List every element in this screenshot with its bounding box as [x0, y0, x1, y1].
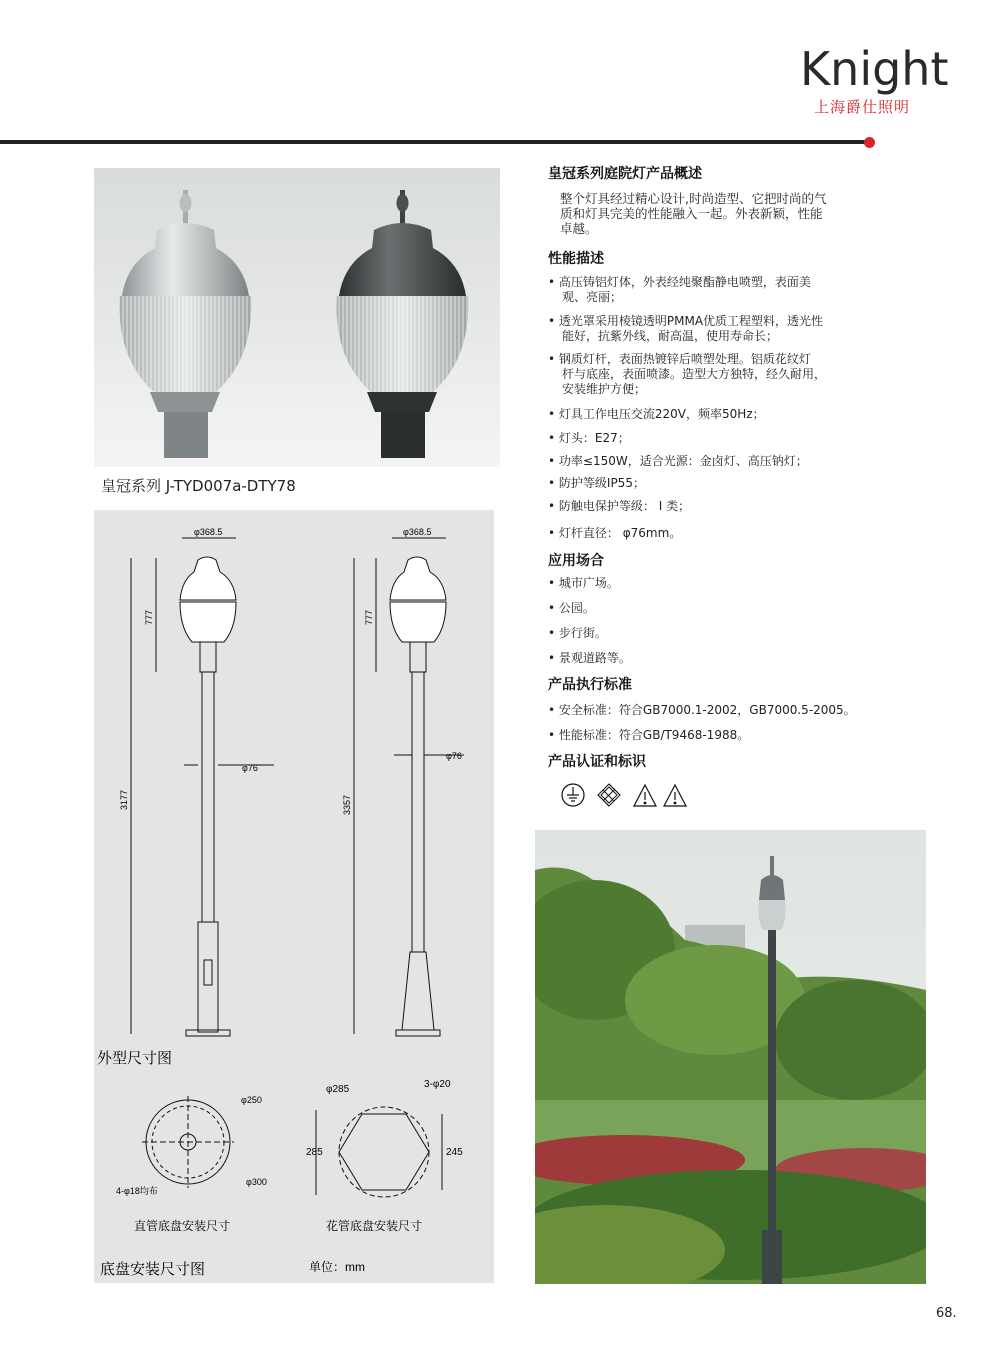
applications-title: 应用场合	[548, 553, 604, 569]
list-item: • 灯具工作电压交流220V，频率50Hz；	[548, 407, 765, 421]
base-a-holes: 4-φ18均布	[116, 1186, 158, 1196]
lamp-silver	[120, 190, 252, 458]
mesh-icon	[598, 784, 620, 806]
installation-photo	[535, 830, 926, 1284]
product-caption: 皇冠系列 J-TYD007a-DTY78	[101, 477, 296, 495]
pole-b: φ76	[446, 751, 462, 761]
list-item: • 高压铸铝灯体，外表经纯聚酯静电喷塑，表面美 观、亮丽；	[548, 275, 811, 304]
list-item: • 防触电保护等级： I 类；	[548, 499, 691, 513]
header-dot	[864, 137, 875, 148]
list-item: • 城市广场。	[548, 576, 619, 590]
standards-title: 产品执行标准	[548, 677, 632, 693]
list-item: • 景观道路等。	[548, 651, 631, 665]
unit-label: 单位：mm	[309, 1260, 365, 1274]
page-number: 68.	[936, 1306, 957, 1321]
list-item: • 防护等级IP55；	[548, 476, 645, 490]
certification-title: 产品认证和标识	[548, 754, 646, 770]
base-title: 底盘安装尺寸图	[100, 1261, 206, 1278]
base-a-d2: φ300	[246, 1177, 267, 1187]
list-item: • 步行街。	[548, 626, 607, 640]
brand-logo: Knight	[800, 42, 949, 96]
product-photo	[94, 168, 500, 467]
features-title: 性能描述	[548, 251, 604, 267]
list-item: • 功率≤150W，适合光源：金卤灯、高压钠灯；	[548, 454, 808, 468]
base-b-caption: 花管底盘安装尺寸	[326, 1219, 423, 1233]
list-item: • 透光罩采用棱镜透明PMMA优质工程塑料，透光性 能好，抗紫外线，耐高温，使用寿命长；	[548, 314, 824, 343]
base-b-holes: 3-φ20	[424, 1079, 451, 1090]
dim-top-b: φ368.5	[403, 527, 432, 537]
list-item: • 公园。	[548, 601, 595, 615]
warning-icon	[634, 785, 656, 806]
dimension-drawing	[94, 510, 494, 1283]
list-item: • 安全标准：符合GB7000.1-2002，GB7000.5-2005。	[548, 703, 856, 717]
total-a: 3177	[119, 789, 129, 810]
outline-title: 外型尺寸图	[97, 1050, 173, 1067]
list-item: • 钢质灯杆，表面热镀锌后喷塑处理。铝质花纹灯 杆与底座，表面喷漆。造型大方独特，经久耐用， 安装维护方便；	[548, 352, 827, 396]
warning-icon	[664, 785, 686, 806]
certification-icons	[560, 782, 690, 814]
brand-subtitle: 上海爵仕照明	[814, 98, 911, 116]
list-item: • 性能标准：符合GB/T9468-1988。	[548, 728, 750, 742]
ground-icon	[562, 784, 584, 806]
overview-title: 皇冠系列庭院灯产品概述	[548, 166, 702, 182]
base-a-caption: 直管底盘安装尺寸	[134, 1219, 231, 1233]
base-b-d: φ285	[326, 1084, 350, 1095]
header-rule	[0, 140, 868, 144]
height-b: 777	[364, 609, 374, 625]
base-b-right: 245	[446, 1147, 463, 1158]
height-a: 777	[144, 609, 154, 625]
base-b-left: 285	[306, 1147, 323, 1158]
lamp-dark	[337, 190, 469, 458]
pole-a: φ76	[242, 763, 258, 773]
list-item: • 灯杆直径： φ76mm。	[548, 526, 682, 540]
dim-top-a: φ368.5	[194, 527, 223, 537]
total-b: 3357	[342, 794, 352, 815]
overview-text: 整个灯具经过精心设计,时尚造型、它把时尚的气 质和灯具完美的性能融入一起。外表新颖，性能 卓越。	[560, 191, 827, 236]
list-item: • 灯头：E27；	[548, 431, 630, 445]
base-a-d1: φ250	[241, 1095, 262, 1105]
